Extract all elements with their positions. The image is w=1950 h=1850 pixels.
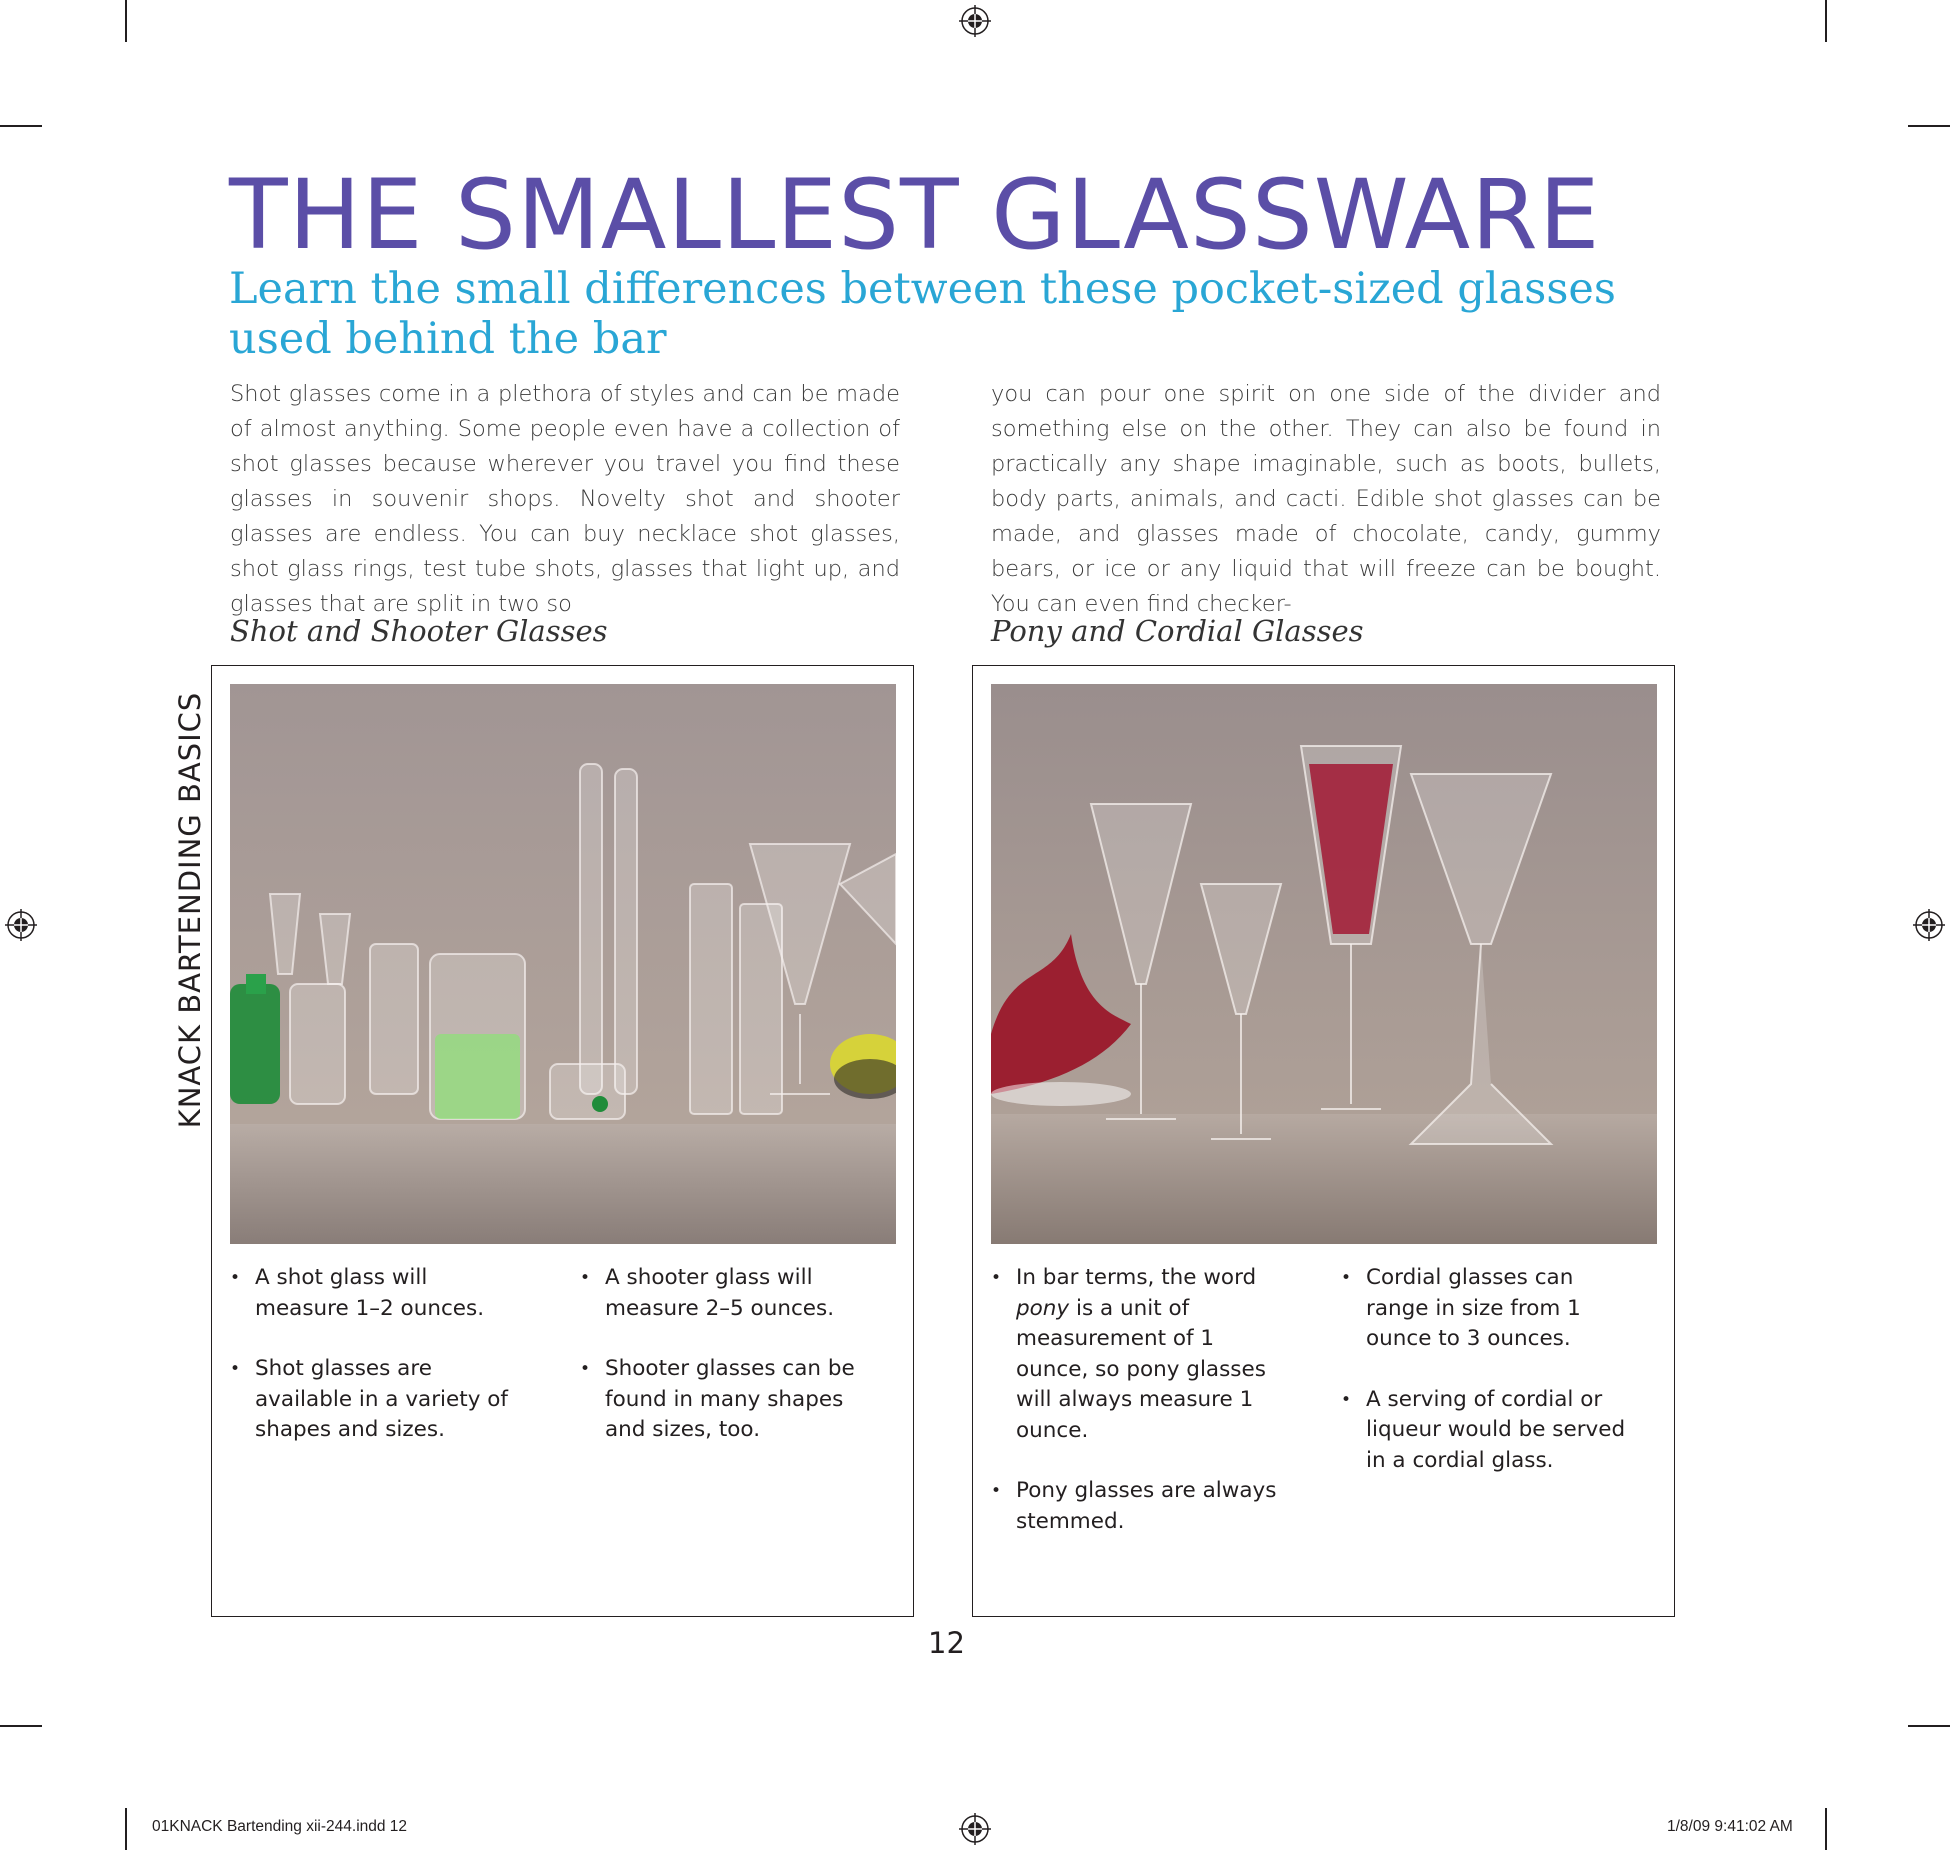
registration-mark-icon	[959, 1813, 991, 1845]
crop-mark	[1825, 1808, 1827, 1850]
cordial-glasses-bullets	[1341, 1263, 1631, 1506]
shot-glasses-panel	[211, 665, 914, 1617]
pony-text-before: In bar terms, the word	[1016, 1265, 1257, 1290]
crop-mark	[125, 0, 127, 42]
crop-mark	[125, 1808, 127, 1850]
list-item: • Shooter glasses can be found in many shapes and sizes, too.	[580, 1354, 870, 1446]
crop-mark	[1908, 1725, 1950, 1727]
side-label-text: KNACK BARTENDING BASICS	[173, 691, 207, 1129]
page-subtitle: Learn the small differences between these pocket-sized glasses used behind the bar	[229, 264, 1616, 364]
list-item: • Pony glasses are always stemmed.	[991, 1476, 1281, 1537]
list-item: • A shooter glass will measure 2–5 ounces.	[580, 1263, 870, 1324]
shooter-glasses-bullets	[580, 1263, 870, 1476]
crop-mark	[0, 125, 42, 127]
pony-text-after: is a unit of measurement of 1 ounce, so pony glasses will always measure 1 ounce.	[1016, 1295, 1266, 1443]
registration-mark-icon	[959, 5, 991, 37]
pony-glasses-panel	[972, 665, 1675, 1617]
registration-mark-icon	[5, 909, 37, 941]
slug-file: 01KNACK Bartending xii-244.indd 12	[152, 1818, 408, 1835]
page-number: 12	[928, 1626, 965, 1660]
list-item	[991, 1263, 1281, 1446]
intro-right-column: you can pour one spirit on one side of the divider and something else on the other. They can also be found in practically any shape imaginable, such as boots, bullets, body parts, animals, and cacti. Edible shot glasses can be made, and glasses made of chocolate, candy, gummy bears, or ice or any liquid that will freeze can be bought. You can even find checker-	[991, 381, 1661, 617]
crop-mark	[1825, 0, 1827, 42]
pony-glasses-photo	[991, 684, 1657, 1244]
shot-glasses-bullets	[230, 1263, 520, 1476]
crop-mark	[1908, 125, 1950, 127]
page-title: THE SMALLEST GLASSWARE	[229, 159, 1601, 271]
pony-term: pony	[1016, 1295, 1070, 1321]
list-item: • Shot glasses are available in a variety of shapes and sizes.	[230, 1354, 520, 1446]
slug-date: 1/8/09 9:41:02 AM	[1667, 1818, 1793, 1835]
panel-caption: Shot and Shooter Glasses	[230, 614, 608, 648]
intro-left-column: Shot glasses come in a plethora of styles and can be made of almost anything. Some people even have a collection of shot glasses because wherever you travel you find these glasses in souvenir shops. Novelty shot and shooter glasses are endless. You can buy necklace shot glasses, shot glass rings, test tube shots, glasses that light up, and glasses that are split in two so	[230, 381, 900, 617]
list-item: • A shot glass will measure 1–2 ounces.	[230, 1263, 520, 1324]
pony-glasses-bullets	[991, 1263, 1281, 1567]
shot-glasses-photo	[230, 684, 896, 1244]
crop-mark	[0, 1725, 42, 1727]
registration-mark-icon	[1913, 909, 1945, 941]
panel-caption: Pony and Cordial Glasses	[991, 614, 1364, 648]
list-item: • Cordial glasses can range in size from 1 ounce to 3 ounces.	[1341, 1263, 1631, 1355]
list-item: • A serving of cordial or liqueur would be served in a cordial glass.	[1341, 1385, 1631, 1477]
